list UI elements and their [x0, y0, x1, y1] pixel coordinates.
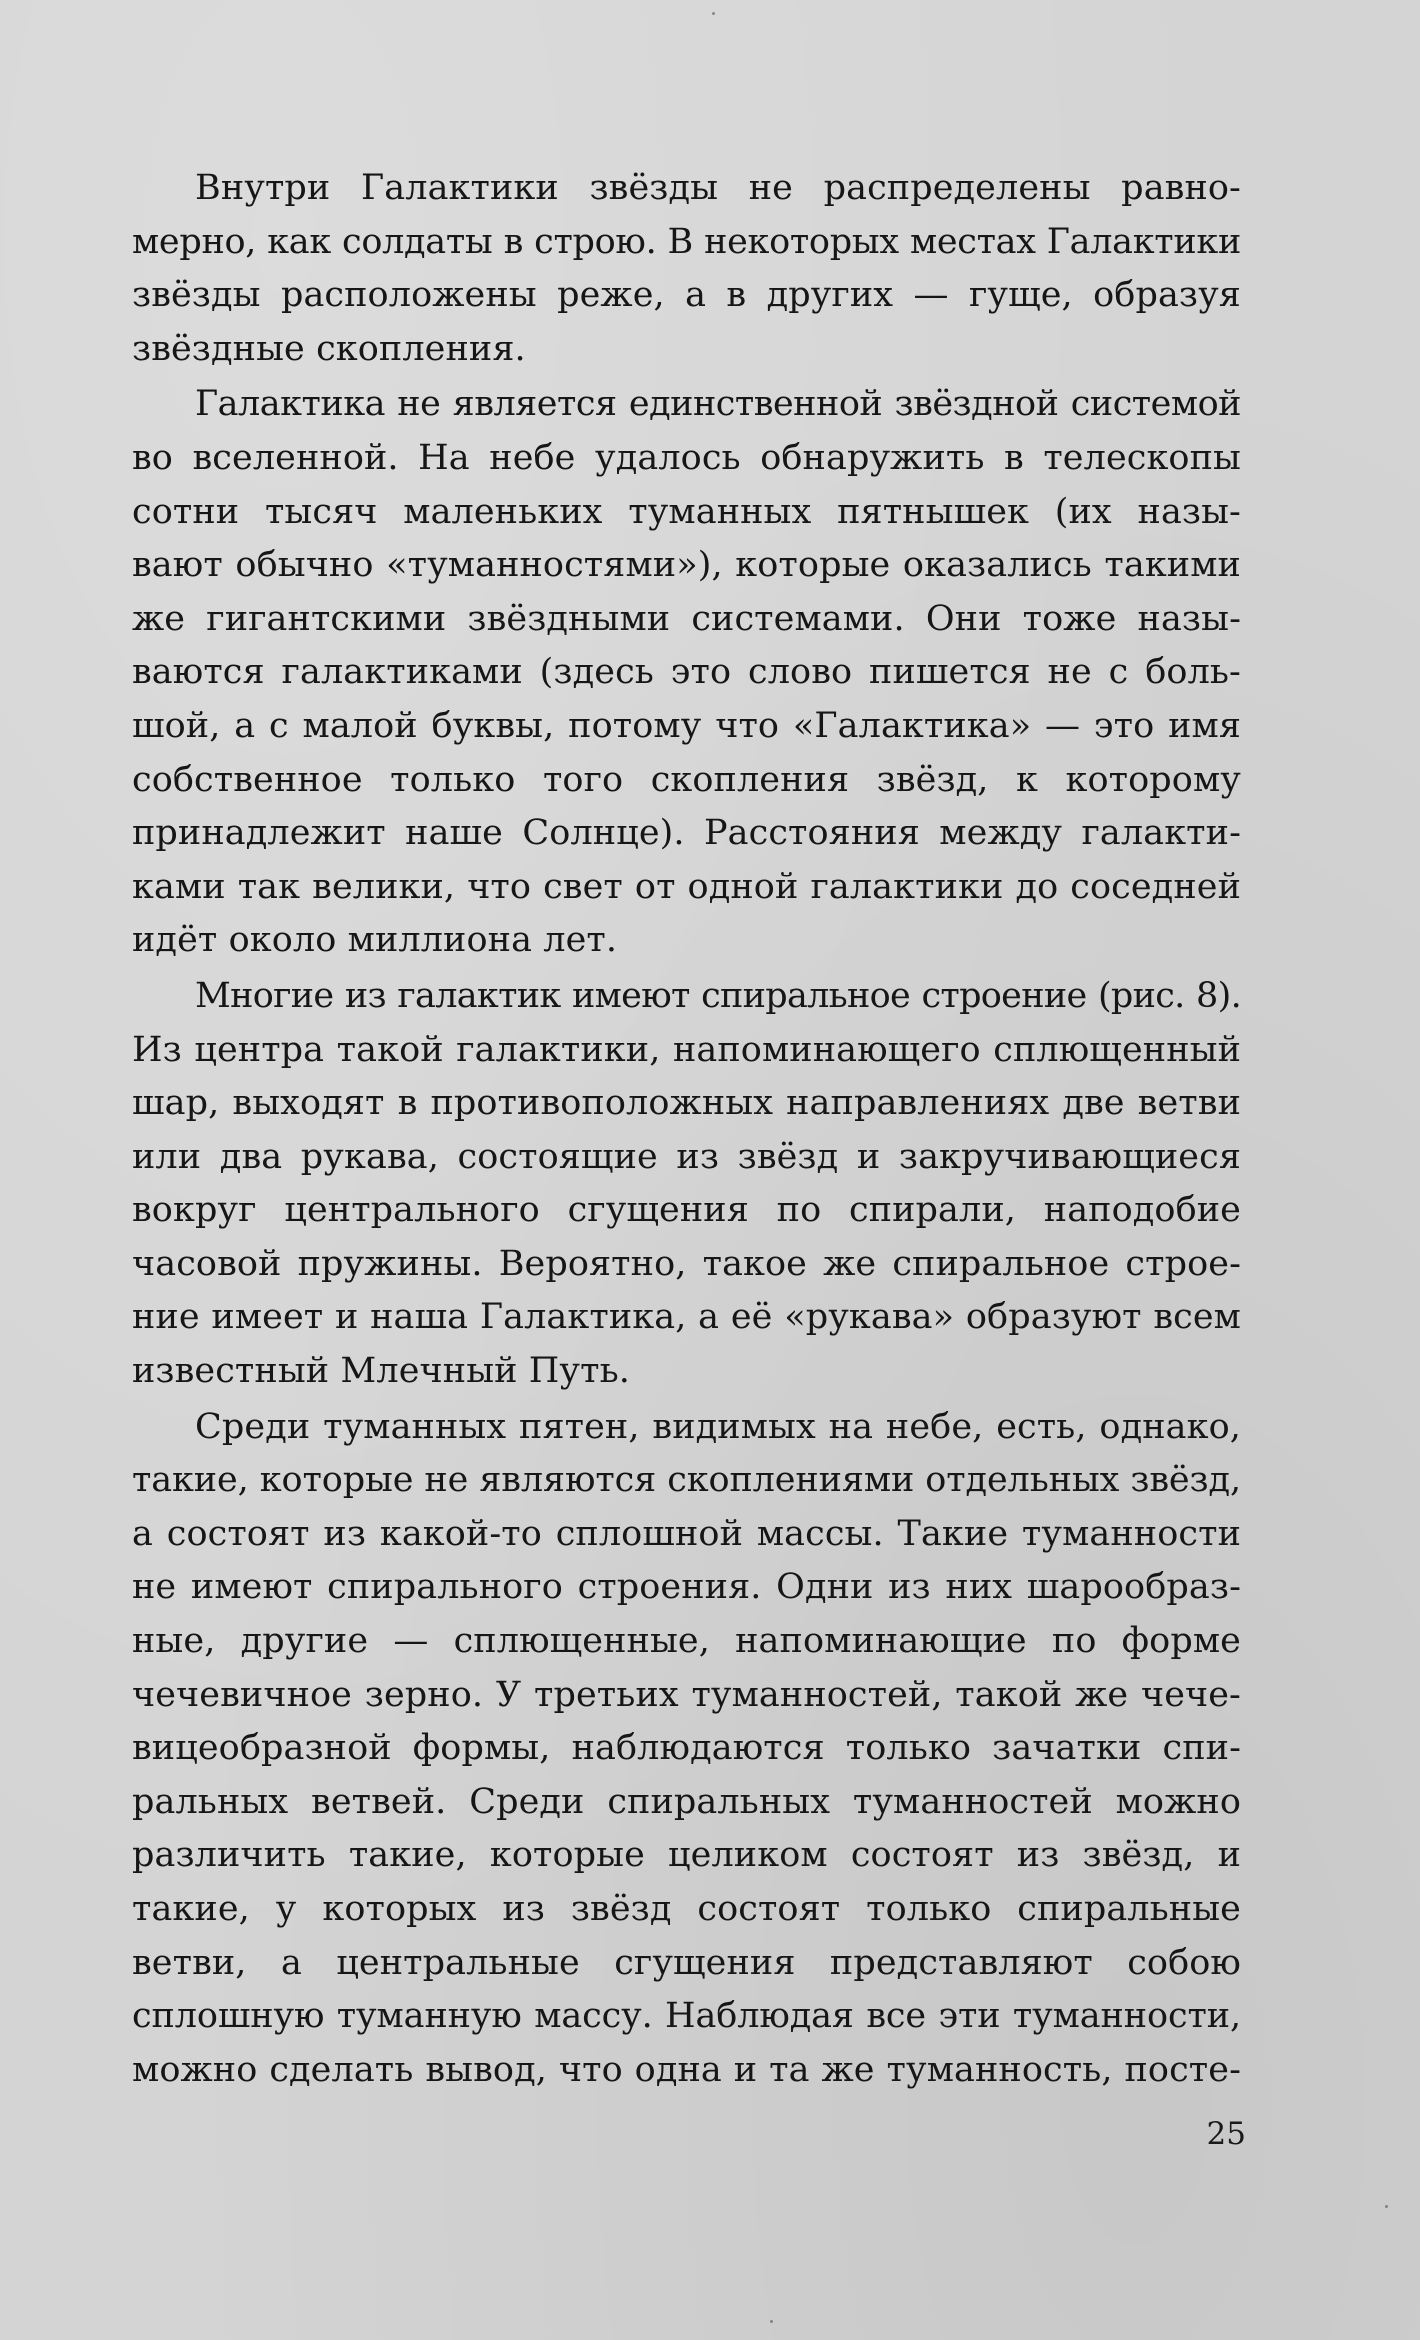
paper-speck — [1385, 2205, 1388, 2208]
text-line: Среди туманных пятен, видимых на небе, есть, однако, — [195, 1406, 1241, 1447]
text-line: Внутри Галактики звёзды не распределены равно- — [195, 168, 1241, 208]
text-line: или два рукава, состоящие из звёзд и закручивающиеся — [132, 1136, 1241, 1177]
paper-speck — [770, 2320, 773, 2323]
text-line: сплошную туманную массу. Наблюдая все эти туманности, — [132, 1996, 1241, 2037]
text-line: во вселенной. На небе удалось обнаружить в телескопы — [132, 437, 1241, 478]
paragraph-4 — [69, 1401, 1241, 2098]
text-line: такие, которые не являются скоплениями отдельных звёзд, — [132, 1460, 1241, 1501]
text-line: принадлежит наше Солнце). Расстояния между галакти- — [132, 813, 1241, 854]
text-line: же гигантскими звёздными системами. Они тоже назы- — [132, 598, 1241, 639]
text-line: идёт около миллиона лет. — [132, 920, 618, 961]
text-line: ками так велики, что свет от одной галактики до соседней — [132, 866, 1241, 907]
paragraph-2 — [69, 378, 1241, 968]
text-line: мерно, как солдаты в строю. В некоторых местах Галактики — [132, 221, 1241, 262]
text-line: Многие из галактик имеют спиральное строение (рис. 8). — [195, 975, 1241, 1016]
paragraph-3 — [69, 970, 1241, 1399]
text-line: не имеют спирального строения. Одни из них шарообраз- — [132, 1567, 1241, 1608]
text-line: ральных ветвей. Среди спиральных туманностей можно — [132, 1781, 1241, 1822]
paper-speck — [712, 12, 715, 15]
text-line: ные, другие — сплющенные, напоминающие по форме — [132, 1621, 1241, 1662]
page-number: 25 — [1206, 2116, 1246, 2152]
text-line: звёзды расположены реже, а в других — гуще, образуя — [132, 275, 1241, 316]
text-line: различить такие, которые целиком состоят из звёзд, и — [132, 1835, 1241, 1876]
text-line: шар, выходят в противоположных направлениях две ветви — [132, 1083, 1241, 1124]
text-line: вокруг центрального сгущения по спирали, наподобие — [132, 1190, 1241, 1231]
text-line: ние имеет и наша Галактика, а её «рукава» образуют всем — [132, 1297, 1241, 1338]
text-line: вают обычно «туманностями»), которые оказались такими — [132, 545, 1241, 586]
text-line: ветви, а центральные сгущения представляют собою — [132, 1942, 1241, 1983]
text-line: известный Млечный Путь. — [132, 1351, 630, 1392]
paragraph-1 — [69, 162, 1241, 376]
text-line: чечевичное зерно. У третьих туманностей, такой же чече- — [132, 1674, 1241, 1715]
text-line: Галактика не является единственной звёздной системой — [195, 384, 1241, 425]
text-line: звёздные скопления. — [132, 328, 526, 369]
text-line: можно сделать вывод, что одна и та же туманность, посте- — [132, 2049, 1241, 2090]
body-text — [69, 162, 1241, 2099]
text-line: сотни тысяч маленьких туманных пятнышек (их назы- — [132, 491, 1241, 532]
text-line: шой, а с малой буквы, потому что «Галактика» — это имя — [132, 705, 1241, 746]
text-line: Из центра такой галактики, напоминающего сплющенный — [132, 1029, 1241, 1070]
text-line: вицеобразной формы, наблюдаются только зачатки спи- — [132, 1728, 1241, 1769]
text-line: собственное только того скопления звёзд, к которому — [132, 759, 1241, 800]
text-line: а состоят из какой-то сплошной массы. Такие туманности — [132, 1513, 1241, 1554]
text-line: ваются галактиками (здесь это слово пишется не с боль- — [132, 652, 1241, 693]
text-line: такие, у которых из звёзд состоят только спиральные — [132, 1889, 1241, 1929]
text-line: часовой пружины. Вероятно, такое же спиральное строе- — [132, 1243, 1241, 1284]
